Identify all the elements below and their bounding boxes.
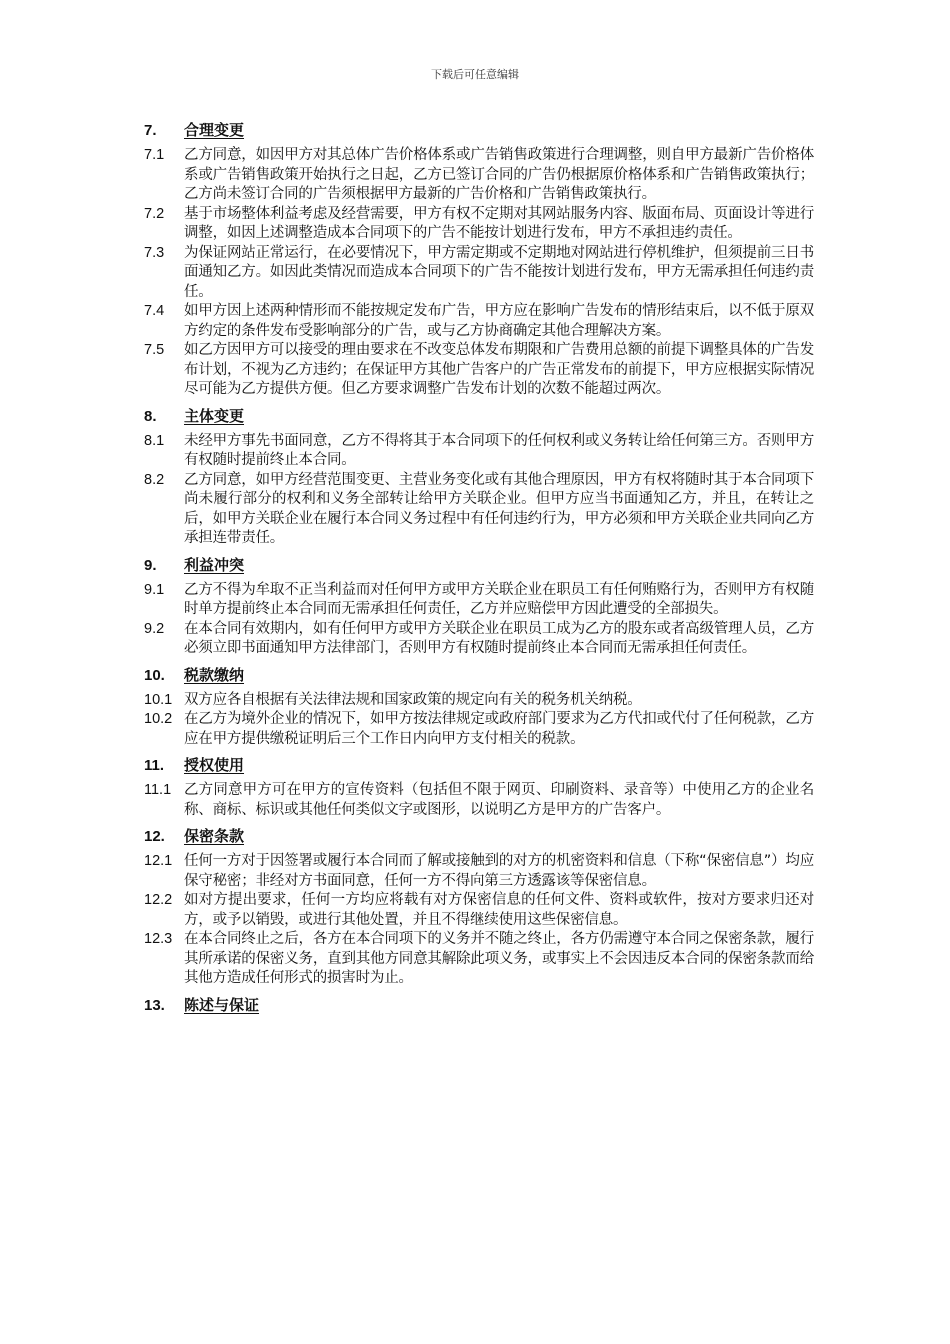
section-title: 合理变更 [184, 122, 245, 139]
section-7 [144, 120, 814, 400]
clause-number: 7.4 [144, 303, 165, 319]
clause [144, 710, 814, 749]
clause-text: 乙方不得为牟取不正当利益而对任何甲方或甲方关联企业在职员工有任何贿赂行为，否则甲方有权随时单方提前终止本合同而无需承担任何责任，乙方并应赔偿甲方因此遭受的全部损失。 [184, 581, 814, 617]
clause [144, 244, 814, 303]
section-heading [144, 665, 814, 687]
document-body [144, 120, 814, 1023]
section-title: 利益冲突 [184, 556, 245, 574]
section-11 [144, 755, 814, 820]
clause-number: 12.2 [144, 892, 173, 908]
section-title: 保密条款 [184, 828, 245, 845]
clause-text: 乙方同意，如因甲方对其总体广告价格体系或广告销售政策进行合理调整，则自甲方最新广告价格体系或广告销售政策开始执行之日起，乙方已签订合同的广告仍根据原价格体系和广告销售政策执行；乙方尚未签订合同的广告须根据甲方最新的广告价格和广告销售政策执行。 [184, 147, 814, 202]
clause-number: 7.1 [144, 147, 165, 163]
clause-text: 为保证网站正常运行，在必要情况下，甲方需定期或不定期地对网站进行停机维护，但须提前三日书面通知乙方。如因此类情况而造成本合同项下的广告不能按计划进行发布，甲方无需承担任何违约责任。 [184, 244, 814, 300]
section-title: 主体变更 [184, 407, 245, 425]
section-title: 陈述与保证 [184, 996, 260, 1014]
clause-number: 8.1 [144, 432, 165, 449]
clause-text: 如甲方因上述两种情形而不能按规定发布广告，甲方应在影响广告发布的情形结束后，以不低于原双方约定的条件发布受影响部分的广告，或与乙方协商确定其他合理解决方案。 [184, 303, 814, 339]
section-number: 12. [144, 828, 165, 845]
section-heading [144, 406, 814, 428]
page-header-note: 下载后可任意编辑 [431, 68, 519, 81]
clause [144, 781, 814, 820]
clause-number: 7.2 [144, 205, 165, 222]
clause [144, 691, 814, 711]
clause [144, 620, 814, 659]
section-number: 10. [144, 666, 165, 684]
section-heading [144, 995, 814, 1017]
clause-number: 10.2 [144, 711, 173, 727]
section-number: 9. [144, 556, 157, 574]
clause [144, 205, 814, 244]
section-heading [144, 120, 814, 142]
clause-number: 10.1 [144, 691, 173, 708]
clause-number: 9.1 [144, 581, 165, 598]
section-number: 13. [144, 996, 165, 1014]
clause [144, 341, 814, 400]
clause-text: 如乙方因甲方可以接受的理由要求在不改变总体发布期限和广告费用总额的前提下调整具体的广告发布计划，不视为乙方违约；在保证甲方其他广告客户的广告正常发布的前提下，甲方应根据实际情况尽可能为乙方提供方便。但乙方要求调整广告发布计划的次数不能超过两次。 [184, 342, 814, 397]
clause-text: 任何一方对于因签署或履行本合同而了解或接触到的对方的机密资料和信息（下称“保密信息”）均应保守秘密；非经对方书面同意，任何一方不得向第三方透露该等保密信息。 [184, 853, 814, 889]
section-number: 11. [144, 757, 165, 774]
clause [144, 581, 814, 620]
clause-number: 8.2 [144, 471, 165, 488]
section-10 [144, 665, 814, 750]
clause [144, 891, 814, 930]
clause [144, 471, 814, 549]
clause-number: 12.3 [144, 931, 173, 947]
clause [144, 146, 814, 205]
clause-number: 7.3 [144, 244, 165, 261]
clause-number: 11.1 [144, 782, 172, 798]
clause-text: 乙方同意，如甲方经营范围变更、主营业务变化或有其他合理原因，甲方有权将随时其于本合同项下尚未履行部分的权利和义务全部转让给甲方关联企业。但甲方应当书面通知乙方，并且，在转让之后，如甲方关联企业在履行本合同义务过程中有任何违约行为，甲方必须和甲方关联企业共同向乙方承担连带责任。 [184, 471, 814, 546]
section-9 [144, 555, 814, 659]
section-heading [144, 826, 814, 848]
clause-number: 7.5 [144, 342, 165, 358]
clause [144, 852, 814, 891]
clause-text: 在本合同有效期内，如有任何甲方或甲方关联企业在职员工成为乙方的股东或者高级管理人员，乙方必须立即书面通知甲方法律部门，否则甲方有权随时提前终止本合同而无需承担任何责任。 [184, 620, 814, 656]
clause-number: 9.2 [144, 620, 165, 637]
section-number: 8. [144, 407, 157, 425]
section-heading [144, 555, 814, 577]
clause-number: 12.1 [144, 853, 173, 869]
section-title: 税款缴纳 [184, 666, 245, 684]
clause-text: 未经甲方事先书面同意，乙方不得将其于本合同项下的任何权利或义务转让给任何第三方。否则甲方有权随时提前终止本合同。 [184, 432, 814, 468]
clause [144, 302, 814, 341]
section-heading [144, 755, 814, 777]
clause-text: 乙方同意甲方可在甲方的宣传资料（包括但不限于网页、印刷资料、录音等）中使用乙方的企业名称、商标、标识或其他任何类似文字或图形，以说明乙方是甲方的广告客户。 [184, 782, 814, 818]
section-12 [144, 826, 814, 989]
clause-text: 在乙方为境外企业的情况下，如甲方按法律规定或政府部门要求为乙方代扣或代付了任何税款，乙方应在甲方提供缴税证明后三个工作日内向甲方支付相关的税款。 [184, 711, 814, 747]
section-8 [144, 406, 814, 549]
section-number: 7. [144, 122, 157, 139]
section-13 [144, 995, 814, 1017]
clause [144, 930, 814, 989]
section-title: 授权使用 [184, 757, 245, 774]
clause-text: 如对方提出要求，任何一方均应将载有对方保密信息的任何文件、资料或软件，按对方要求归还对方，或予以销毁，或进行其他处置，并且不得继续使用这些保密信息。 [184, 892, 814, 928]
clause-text: 在本合同终止之后，各方在本合同项下的义务并不随之终止，各方仍需遵守本合同之保密条款，履行其所承诺的保密义务，直到其他方同意其解除此项义务，或事实上不会因违反本合同的保密条款而给其他方造成任何形式的损害时为止。 [184, 931, 814, 986]
clause-text: 双方应各自根据有关法律法规和国家政策的规定向有关的税务机关纳税。 [184, 691, 642, 708]
clause [144, 432, 814, 471]
clause-text: 基于市场整体利益考虑及经营需要，甲方有权不定期对其网站服务内容、版面布局、页面设计等进行调整，如因上述调整造成本合同项下的广告不能按计划进行发布，甲方不承担违约责任。 [184, 205, 814, 241]
